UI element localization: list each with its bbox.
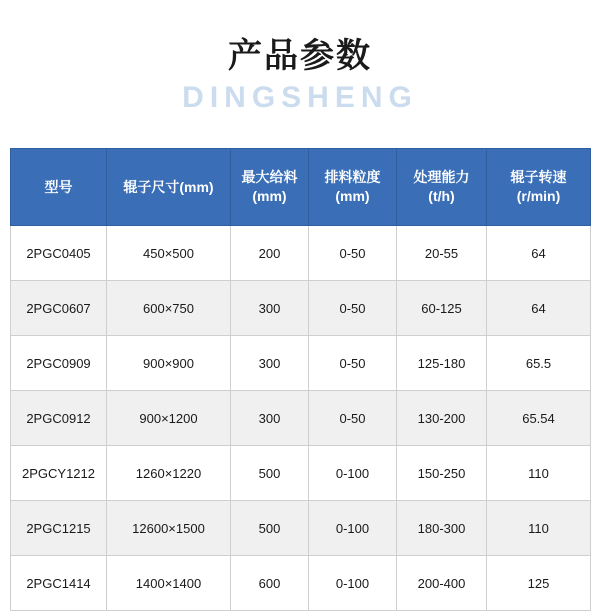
table-row (11, 281, 591, 336)
cell-discharge-size: 0-100 (309, 501, 397, 556)
cell-roller-size: 1400×1400 (107, 556, 231, 611)
cell-model: 2PGC1215 (11, 501, 107, 556)
table-row (11, 226, 591, 281)
cell-discharge-size: 0-50 (309, 391, 397, 446)
table-body (11, 226, 591, 611)
cell-roller-size: 1260×1220 (107, 446, 231, 501)
table-row (11, 336, 591, 391)
cell-roller-speed: 125 (487, 556, 591, 611)
cell-roller-size: 450×500 (107, 226, 231, 281)
column-header-discharge-size (309, 149, 397, 226)
column-header-model-line1: 型号 (44, 178, 73, 195)
cell-discharge-size: 0-100 (309, 446, 397, 501)
column-header-roller-size (107, 149, 231, 226)
column-header-max-feed-line1: 最大给料 (241, 169, 298, 186)
table-header (11, 149, 591, 226)
column-header-roller-size-line1: 辊子尺寸(mm) (123, 178, 214, 195)
cell-capacity: 130-200 (397, 391, 487, 446)
cell-max-feed: 300 (231, 391, 309, 446)
cell-roller-size: 900×1200 (107, 391, 231, 446)
column-header-max-feed-line2: (mm) (252, 188, 287, 204)
cell-model: 2PGC0607 (11, 281, 107, 336)
column-header-discharge-size-line2: (mm) (335, 188, 370, 204)
table-row (11, 501, 591, 556)
cell-model: 2PGCY1212 (11, 446, 107, 501)
column-header-max-feed (231, 149, 309, 226)
cell-roller-speed: 110 (487, 501, 591, 556)
cell-roller-size: 900×900 (107, 336, 231, 391)
column-header-model (11, 149, 107, 226)
table-row (11, 391, 591, 446)
cell-model: 2PGC0405 (11, 226, 107, 281)
table-row (11, 556, 591, 611)
cell-roller-speed: 110 (487, 446, 591, 501)
cell-model: 2PGC0912 (11, 391, 107, 446)
column-header-discharge-size-line1: 排料粒度 (324, 169, 381, 186)
cell-model: 2PGC0909 (11, 336, 107, 391)
page-title: 产品参数 (228, 37, 372, 75)
cell-roller-speed: 65.5 (487, 336, 591, 391)
cell-roller-speed: 65.54 (487, 391, 591, 446)
cell-capacity: 60-125 (397, 281, 487, 336)
cell-capacity: 150-250 (397, 446, 487, 501)
cell-capacity: 125-180 (397, 336, 487, 391)
cell-discharge-size: 0-50 (309, 336, 397, 391)
cell-max-feed: 500 (231, 501, 309, 556)
column-header-capacity-line2: (t/h) (428, 188, 455, 204)
column-header-capacity-line1: 处理能力 (413, 169, 470, 186)
table-row (11, 446, 591, 501)
parameters-table (10, 148, 591, 611)
watermark-text: DINGSHENG (182, 81, 418, 115)
table-header-row (11, 149, 591, 226)
column-header-capacity (397, 149, 487, 226)
cell-capacity: 180-300 (397, 501, 487, 556)
cell-model: 2PGC1414 (11, 556, 107, 611)
cell-roller-size: 600×750 (107, 281, 231, 336)
cell-max-feed: 600 (231, 556, 309, 611)
cell-roller-speed: 64 (487, 226, 591, 281)
cell-discharge-size: 0-50 (309, 281, 397, 336)
cell-max-feed: 300 (231, 281, 309, 336)
cell-max-feed: 500 (231, 446, 309, 501)
cell-capacity: 200-400 (397, 556, 487, 611)
parameters-table-container (10, 148, 590, 611)
cell-max-feed: 200 (231, 226, 309, 281)
cell-roller-speed: 64 (487, 281, 591, 336)
cell-discharge-size: 0-100 (309, 556, 397, 611)
cell-capacity: 20-55 (397, 226, 487, 281)
cell-roller-size: 12600×1500 (107, 501, 231, 556)
cell-discharge-size: 0-50 (309, 226, 397, 281)
column-header-roller-speed (487, 149, 591, 226)
column-header-roller-speed-line1: 辊子转速 (510, 169, 567, 186)
cell-max-feed: 300 (231, 336, 309, 391)
column-header-roller-speed-line2: (r/min) (516, 188, 561, 204)
